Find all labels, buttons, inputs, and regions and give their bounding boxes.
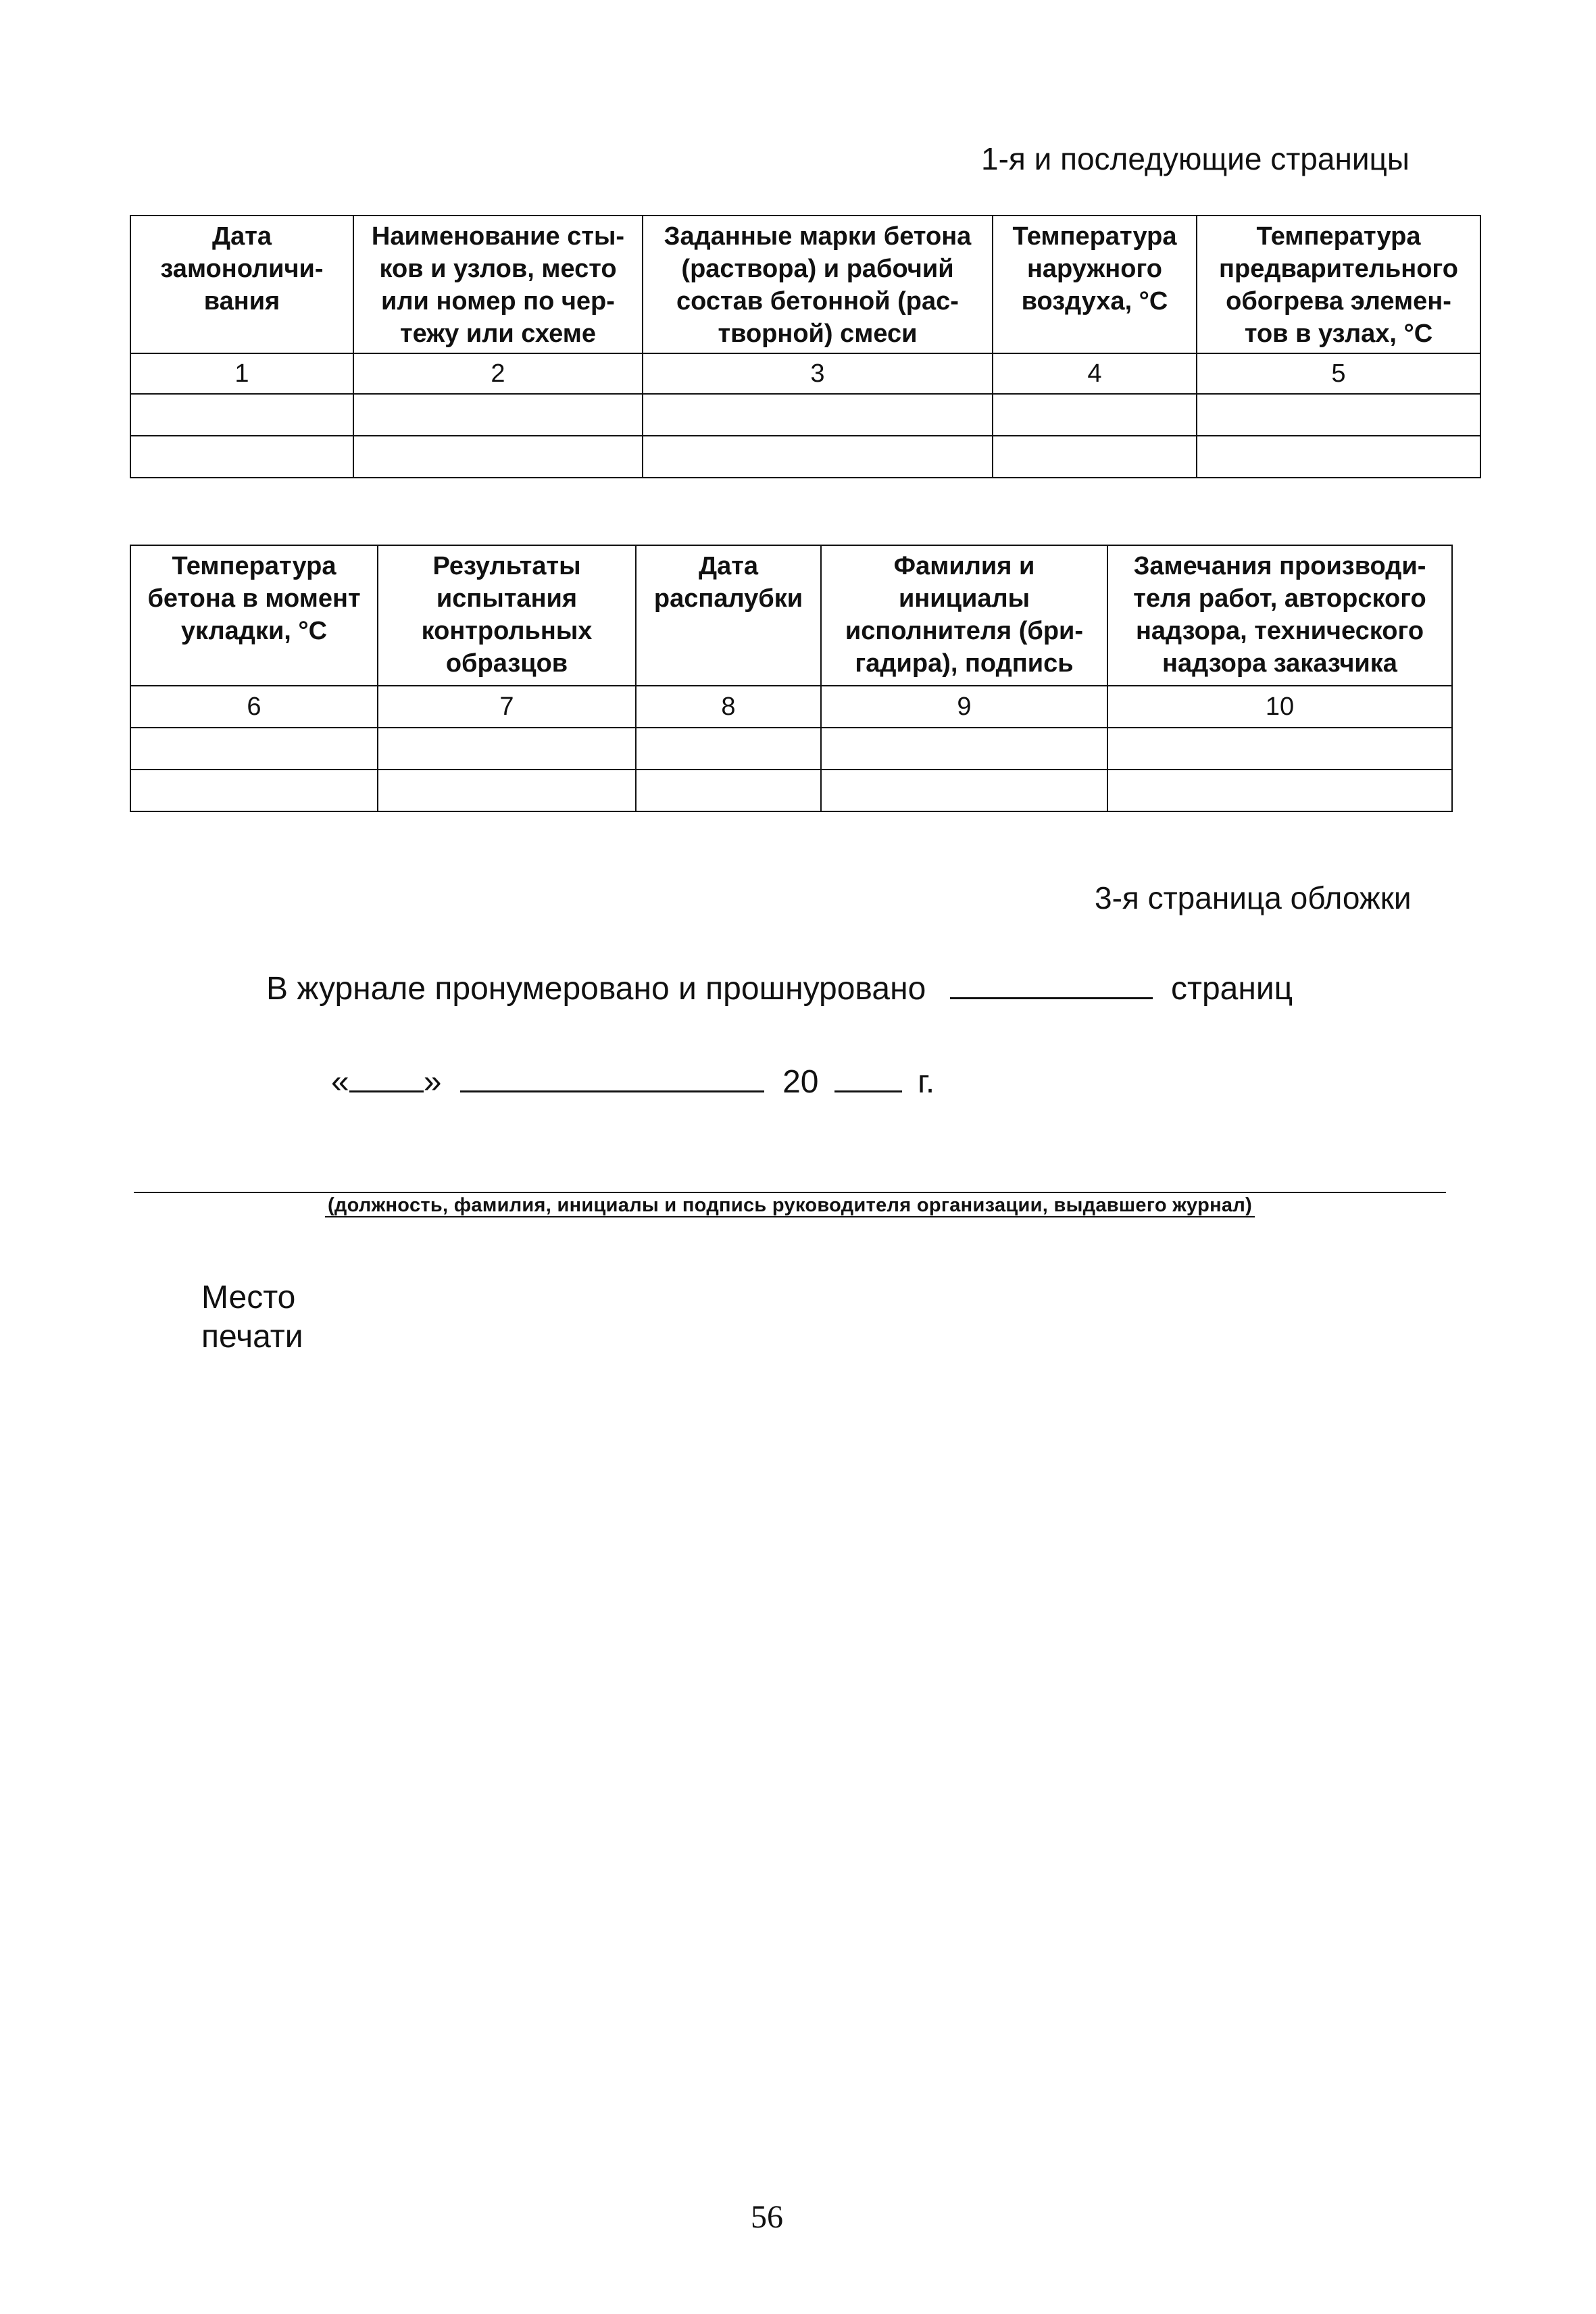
header-cell-stripping-date [636, 545, 821, 686]
table-cell[interactable] [1197, 436, 1480, 478]
journal-pages-prefix: В журнале пронумеровано и прошнуровано [266, 971, 926, 1007]
header-line: тежу или схеме [400, 320, 596, 348]
year-suffix: г. [918, 1064, 935, 1100]
header-cell-preheat-temperature [1197, 216, 1480, 353]
stamp-label-line2: печати [201, 1319, 303, 1355]
header-line: инициалы [898, 584, 1030, 613]
table-cell[interactable] [643, 436, 993, 478]
header-cell-test-results [378, 545, 636, 686]
header-line: надзора заказчика [1162, 649, 1397, 678]
column-number: 2 [353, 353, 643, 394]
header-line: воздуха, °С [1021, 287, 1168, 316]
open-quote: « [331, 1064, 349, 1100]
table-number-row [130, 353, 1480, 394]
column-number: 3 [643, 353, 993, 394]
header-line: теля работ, авторского [1133, 584, 1426, 613]
journal-table-part1 [130, 215, 1481, 478]
table-cell[interactable] [636, 770, 821, 811]
header-line: состав бетонной (рас- [676, 287, 959, 316]
header-line: укладки, °С [180, 617, 328, 645]
header-line: Дата [699, 552, 758, 580]
stamp-place [201, 1278, 303, 1357]
month-blank[interactable] [460, 1090, 764, 1092]
header-line: или номер по чер- [381, 287, 615, 316]
header-line: испытания [436, 584, 578, 613]
header-line: вания [203, 287, 280, 316]
page-count-blank[interactable] [950, 997, 1153, 999]
table-header-row [130, 216, 1480, 353]
column-number: 1 [130, 353, 353, 394]
table-row [130, 770, 1452, 811]
column-number: 9 [821, 686, 1107, 728]
table-cell[interactable] [821, 728, 1107, 770]
header-line: бетона в момент [147, 584, 361, 613]
journal-pages-suffix: страниц [1170, 971, 1293, 1007]
header-line: Результаты [432, 552, 581, 580]
header-line: ков и узлов, место [379, 255, 617, 283]
table-cell[interactable] [636, 728, 821, 770]
header-cell-outdoor-temperature [993, 216, 1197, 353]
close-quote: » [423, 1064, 442, 1100]
year-blank[interactable] [834, 1090, 902, 1092]
day-blank[interactable] [349, 1090, 424, 1092]
table-cell[interactable] [378, 728, 636, 770]
header-line: контрольных [421, 617, 593, 645]
signature-line[interactable] [134, 1192, 1446, 1193]
header-line: Фамилия и [893, 552, 1035, 580]
header-cell-foreman-signature [821, 545, 1107, 686]
section-title-cover: 3-я страница обложки [1095, 880, 1412, 915]
header-line: обогрева элемен- [1226, 287, 1451, 316]
section-title-pages: 1-я и последующие страницы [981, 141, 1410, 176]
header-line: предварительного [1219, 255, 1458, 283]
table-cell[interactable] [378, 770, 636, 811]
header-cell-concrete-grade [643, 216, 993, 353]
header-line: творной) смеси [718, 320, 918, 348]
column-number: 7 [378, 686, 636, 728]
header-line: Замечания производи- [1133, 552, 1426, 580]
header-line: наружного [1026, 255, 1163, 283]
header-line: (раствора) и рабочий [681, 255, 954, 283]
header-cell-concreting-date [130, 216, 353, 353]
header-line: образцов [445, 649, 568, 678]
header-line: распалубки [653, 584, 803, 613]
header-line: замоноличи- [160, 255, 324, 283]
column-number: 6 [130, 686, 378, 728]
table-row [130, 436, 1480, 478]
header-line: Заданные марки бетона [664, 222, 972, 251]
header-line: Наименование сты- [371, 222, 625, 251]
table-row [130, 728, 1452, 770]
header-line: Температура [172, 552, 336, 580]
header-line: исполнителя (бри- [845, 617, 1084, 645]
journal-table-part2 [130, 545, 1453, 812]
table-cell[interactable] [1197, 394, 1480, 436]
signature-caption: (должность, фамилия, инициалы и подпись руководителя организации, выдавшего журнал) [134, 1194, 1446, 1217]
table-number-row [130, 686, 1452, 728]
table-cell[interactable] [821, 770, 1107, 811]
year-prefix: 20 [782, 1064, 819, 1100]
column-number: 10 [1107, 686, 1452, 728]
header-line: надзора, технического [1135, 617, 1424, 645]
header-cell-supervisor-remarks [1107, 545, 1452, 686]
header-line: тов в узлах, °С [1244, 320, 1433, 348]
table-cell[interactable] [130, 436, 353, 478]
table-cell[interactable] [1107, 770, 1452, 811]
table-cell[interactable] [353, 436, 643, 478]
table-cell[interactable] [130, 394, 353, 436]
header-line: гадира), подпись [855, 649, 1074, 678]
column-number: 8 [636, 686, 821, 728]
column-number: 4 [993, 353, 1197, 394]
table-cell[interactable] [353, 394, 643, 436]
table-row [130, 394, 1480, 436]
header-line: Температура [1012, 222, 1177, 251]
table-cell[interactable] [1107, 728, 1452, 770]
page-number: 56 [751, 2199, 783, 2235]
table-cell[interactable] [130, 770, 378, 811]
table-cell[interactable] [993, 436, 1197, 478]
header-cell-joint-name [353, 216, 643, 353]
stamp-label-line1: Место [201, 1280, 296, 1315]
date-line [331, 1063, 934, 1101]
table-cell[interactable] [993, 394, 1197, 436]
header-line: Температура [1256, 222, 1421, 251]
journal-pages-line [266, 970, 1293, 1007]
table-cell[interactable] [130, 728, 378, 770]
table-cell[interactable] [643, 394, 993, 436]
header-cell-concrete-temperature [130, 545, 378, 686]
column-number: 5 [1197, 353, 1480, 394]
table-header-row [130, 545, 1452, 686]
header-line: Дата [212, 222, 272, 251]
